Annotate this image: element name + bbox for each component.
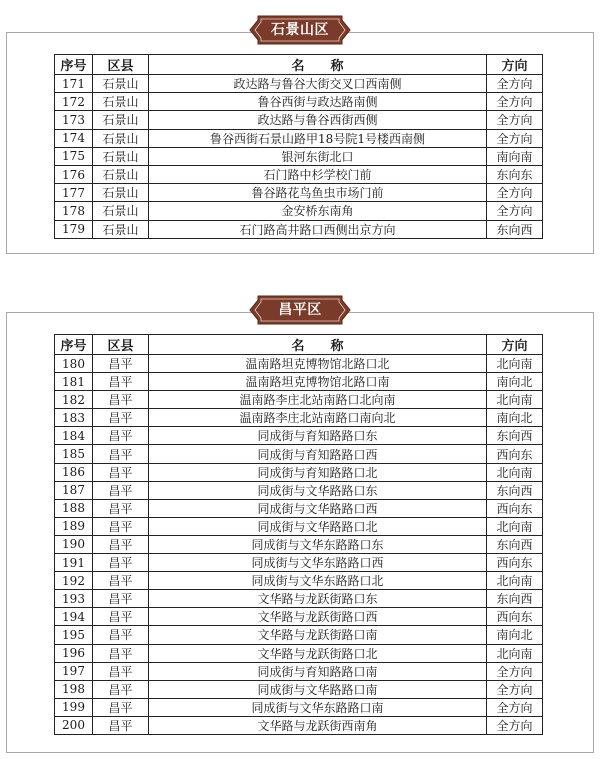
cell-location-name: 同成街与育知路路口西 bbox=[149, 445, 487, 463]
cell-district: 昌平 bbox=[93, 554, 149, 572]
cell-index: 185 bbox=[55, 445, 93, 463]
cell-location-name: 同成街与文华路路口西 bbox=[149, 499, 487, 517]
cell-district: 昌平 bbox=[93, 481, 149, 499]
table-row bbox=[55, 572, 543, 590]
table-row bbox=[55, 463, 543, 481]
table-row bbox=[55, 220, 543, 238]
cell-direction: 南向北 bbox=[487, 373, 543, 391]
cell-location-name: 同成街与文华东路路口东 bbox=[149, 535, 487, 553]
section-title: 石景山区 bbox=[271, 22, 329, 38]
table-row bbox=[55, 499, 543, 517]
cell-index: 193 bbox=[55, 590, 93, 608]
cell-index: 172 bbox=[55, 93, 93, 111]
cell-direction: 南向北 bbox=[487, 409, 543, 427]
cell-district: 昌平 bbox=[93, 626, 149, 644]
table-row bbox=[55, 75, 543, 93]
table-row bbox=[55, 202, 543, 220]
cell-district: 昌平 bbox=[93, 590, 149, 608]
cell-direction: 全方向 bbox=[487, 202, 543, 220]
table-row bbox=[55, 517, 543, 535]
cell-direction: 东向西 bbox=[487, 481, 543, 499]
cell-direction: 西向东 bbox=[487, 499, 543, 517]
cell-index: 182 bbox=[55, 391, 93, 409]
cell-direction: 全方向 bbox=[487, 129, 543, 147]
cell-location-name: 温南路李庄北站南路口南向北 bbox=[149, 409, 487, 427]
cell-district: 昌平 bbox=[93, 427, 149, 445]
table-header-row bbox=[55, 335, 543, 355]
header-name: 名 称 bbox=[149, 55, 487, 75]
cell-district: 昌平 bbox=[93, 391, 149, 409]
header-index: 序号 bbox=[55, 335, 93, 355]
table-changping bbox=[54, 334, 543, 735]
cell-index: 200 bbox=[55, 716, 93, 734]
cell-index: 183 bbox=[55, 409, 93, 427]
cell-location-name: 同成街与文华路路口东 bbox=[149, 481, 487, 499]
cell-district: 昌平 bbox=[93, 355, 149, 373]
cell-location-name: 文华路与龙跃街路口东 bbox=[149, 590, 487, 608]
cell-location-name: 石门路高井路口西侧出京方向 bbox=[149, 220, 487, 238]
cell-district: 石景山 bbox=[93, 202, 149, 220]
cell-index: 174 bbox=[55, 129, 93, 147]
cell-district: 昌平 bbox=[93, 644, 149, 662]
table-row bbox=[55, 165, 543, 183]
table-body bbox=[55, 75, 543, 239]
cell-direction: 北向南 bbox=[487, 355, 543, 373]
cell-location-name: 鲁谷西街与政达路南侧 bbox=[149, 93, 487, 111]
table-row bbox=[55, 481, 543, 499]
cell-direction: 全方向 bbox=[487, 93, 543, 111]
cell-direction: 南向南 bbox=[487, 147, 543, 165]
cell-district: 石景山 bbox=[93, 111, 149, 129]
cell-index: 187 bbox=[55, 481, 93, 499]
cell-district: 石景山 bbox=[93, 184, 149, 202]
cell-district: 昌平 bbox=[93, 716, 149, 734]
table-row bbox=[55, 698, 543, 716]
cell-index: 189 bbox=[55, 517, 93, 535]
cell-location-name: 同成街与育知路路口南 bbox=[149, 662, 487, 680]
cell-index: 176 bbox=[55, 165, 93, 183]
cell-direction: 西向东 bbox=[487, 608, 543, 626]
cell-direction: 西向东 bbox=[487, 445, 543, 463]
table-row bbox=[55, 716, 543, 734]
cell-direction: 全方向 bbox=[487, 716, 543, 734]
cell-index: 179 bbox=[55, 220, 93, 238]
cell-district: 昌平 bbox=[93, 572, 149, 590]
cell-index: 188 bbox=[55, 499, 93, 517]
cell-direction: 东向西 bbox=[487, 535, 543, 553]
table-row bbox=[55, 409, 543, 427]
cell-location-name: 温南路李庄北站南路口北向南 bbox=[149, 391, 487, 409]
cell-district: 昌平 bbox=[93, 680, 149, 698]
cell-district: 石景山 bbox=[93, 165, 149, 183]
cell-location-name: 文华路与龙跃街路口南 bbox=[149, 626, 487, 644]
cell-index: 197 bbox=[55, 662, 93, 680]
cell-district: 昌平 bbox=[93, 698, 149, 716]
cell-district: 昌平 bbox=[93, 662, 149, 680]
cell-index: 184 bbox=[55, 427, 93, 445]
header-name: 名 称 bbox=[149, 335, 487, 355]
table-row bbox=[55, 608, 543, 626]
cell-index: 190 bbox=[55, 535, 93, 553]
cell-district: 石景山 bbox=[93, 147, 149, 165]
cell-direction: 西向东 bbox=[487, 554, 543, 572]
cell-index: 198 bbox=[55, 680, 93, 698]
cell-direction: 东向西 bbox=[487, 220, 543, 238]
cell-location-name: 同成街与育知路路口东 bbox=[149, 427, 487, 445]
cell-index: 177 bbox=[55, 184, 93, 202]
table-header-row bbox=[55, 55, 543, 75]
cell-location-name: 同成街与文华东路路口北 bbox=[149, 572, 487, 590]
table-row bbox=[55, 554, 543, 572]
cell-index: 192 bbox=[55, 572, 93, 590]
table-row bbox=[55, 355, 543, 373]
cell-district: 昌平 bbox=[93, 517, 149, 535]
table-row bbox=[55, 626, 543, 644]
cell-district: 石景山 bbox=[93, 75, 149, 93]
cell-location-name: 同成街与文华东路路口西 bbox=[149, 554, 487, 572]
header-direction: 方向 bbox=[487, 335, 543, 355]
header-direction: 方向 bbox=[487, 55, 543, 75]
cell-location-name: 鲁谷西街石景山路甲18号院1号楼西南侧 bbox=[149, 129, 487, 147]
cell-direction: 全方向 bbox=[487, 698, 543, 716]
cell-index: 194 bbox=[55, 608, 93, 626]
cell-location-name: 文华路与龙跃街路口北 bbox=[149, 644, 487, 662]
cell-index: 171 bbox=[55, 75, 93, 93]
header-index: 序号 bbox=[55, 55, 93, 75]
table-row bbox=[55, 445, 543, 463]
section-badge-changping bbox=[248, 294, 352, 326]
cell-district: 昌平 bbox=[93, 373, 149, 391]
table-row bbox=[55, 373, 543, 391]
cell-location-name: 同成街与文华路路口北 bbox=[149, 517, 487, 535]
cell-index: 173 bbox=[55, 111, 93, 129]
cell-direction: 全方向 bbox=[487, 680, 543, 698]
cell-district: 石景山 bbox=[93, 220, 149, 238]
cell-direction: 全方向 bbox=[487, 111, 543, 129]
table-row bbox=[55, 644, 543, 662]
cell-direction: 东向西 bbox=[487, 427, 543, 445]
cell-location-name: 同成街与文华东路路口南 bbox=[149, 698, 487, 716]
cell-district: 昌平 bbox=[93, 463, 149, 481]
cell-index: 199 bbox=[55, 698, 93, 716]
cell-direction: 全方向 bbox=[487, 662, 543, 680]
cell-location-name: 温南路坦克博物馆北路口南 bbox=[149, 373, 487, 391]
cell-location-name: 政达路与鲁谷大街交叉口西南侧 bbox=[149, 75, 487, 93]
cell-district: 石景山 bbox=[93, 93, 149, 111]
table-body bbox=[55, 355, 543, 735]
table-row bbox=[55, 535, 543, 553]
cell-location-name: 石门路中杉学校门前 bbox=[149, 165, 487, 183]
cell-location-name: 金安桥东南角 bbox=[149, 202, 487, 220]
cell-direction: 北向南 bbox=[487, 463, 543, 481]
cell-index: 195 bbox=[55, 626, 93, 644]
table-row bbox=[55, 93, 543, 111]
cell-direction: 北向南 bbox=[487, 517, 543, 535]
cell-district: 昌平 bbox=[93, 608, 149, 626]
table-row bbox=[55, 427, 543, 445]
cell-index: 196 bbox=[55, 644, 93, 662]
section-badge-shijingshan bbox=[248, 14, 352, 46]
table-row bbox=[55, 680, 543, 698]
cell-location-name: 同成街与育知路路口北 bbox=[149, 463, 487, 481]
cell-district: 昌平 bbox=[93, 535, 149, 553]
table-row bbox=[55, 662, 543, 680]
cell-direction: 东向东 bbox=[487, 165, 543, 183]
cell-location-name: 政达路与鲁谷西街西侧 bbox=[149, 111, 487, 129]
cell-direction: 全方向 bbox=[487, 184, 543, 202]
cell-direction: 北向南 bbox=[487, 572, 543, 590]
table-row bbox=[55, 147, 543, 165]
header-district: 区县 bbox=[93, 335, 149, 355]
cell-direction: 东向西 bbox=[487, 590, 543, 608]
header-district: 区县 bbox=[93, 55, 149, 75]
cell-index: 181 bbox=[55, 373, 93, 391]
cell-direction: 北向南 bbox=[487, 644, 543, 662]
cell-index: 178 bbox=[55, 202, 93, 220]
cell-location-name: 温南路坦克博物馆北路口北 bbox=[149, 355, 487, 373]
cell-index: 186 bbox=[55, 463, 93, 481]
cell-index: 175 bbox=[55, 147, 93, 165]
cell-direction: 北向南 bbox=[487, 391, 543, 409]
cell-location-name: 同成街与文华路路口南 bbox=[149, 680, 487, 698]
cell-district: 石景山 bbox=[93, 129, 149, 147]
table-row bbox=[55, 590, 543, 608]
table-row bbox=[55, 391, 543, 409]
cell-district: 昌平 bbox=[93, 499, 149, 517]
cell-index: 191 bbox=[55, 554, 93, 572]
cell-location-name: 银河东街北口 bbox=[149, 147, 487, 165]
table-row bbox=[55, 129, 543, 147]
section-title: 昌平区 bbox=[278, 302, 322, 318]
cell-location-name: 鲁谷路花鸟鱼虫市场门前 bbox=[149, 184, 487, 202]
cell-district: 昌平 bbox=[93, 409, 149, 427]
cell-location-name: 文华路与龙跃街西南角 bbox=[149, 716, 487, 734]
cell-direction: 南向北 bbox=[487, 626, 543, 644]
cell-district: 昌平 bbox=[93, 445, 149, 463]
table-row bbox=[55, 184, 543, 202]
table-row bbox=[55, 111, 543, 129]
cell-direction: 全方向 bbox=[487, 75, 543, 93]
cell-index: 180 bbox=[55, 355, 93, 373]
cell-location-name: 文华路与龙跃街路口西 bbox=[149, 608, 487, 626]
table-shijingshan bbox=[54, 54, 543, 239]
